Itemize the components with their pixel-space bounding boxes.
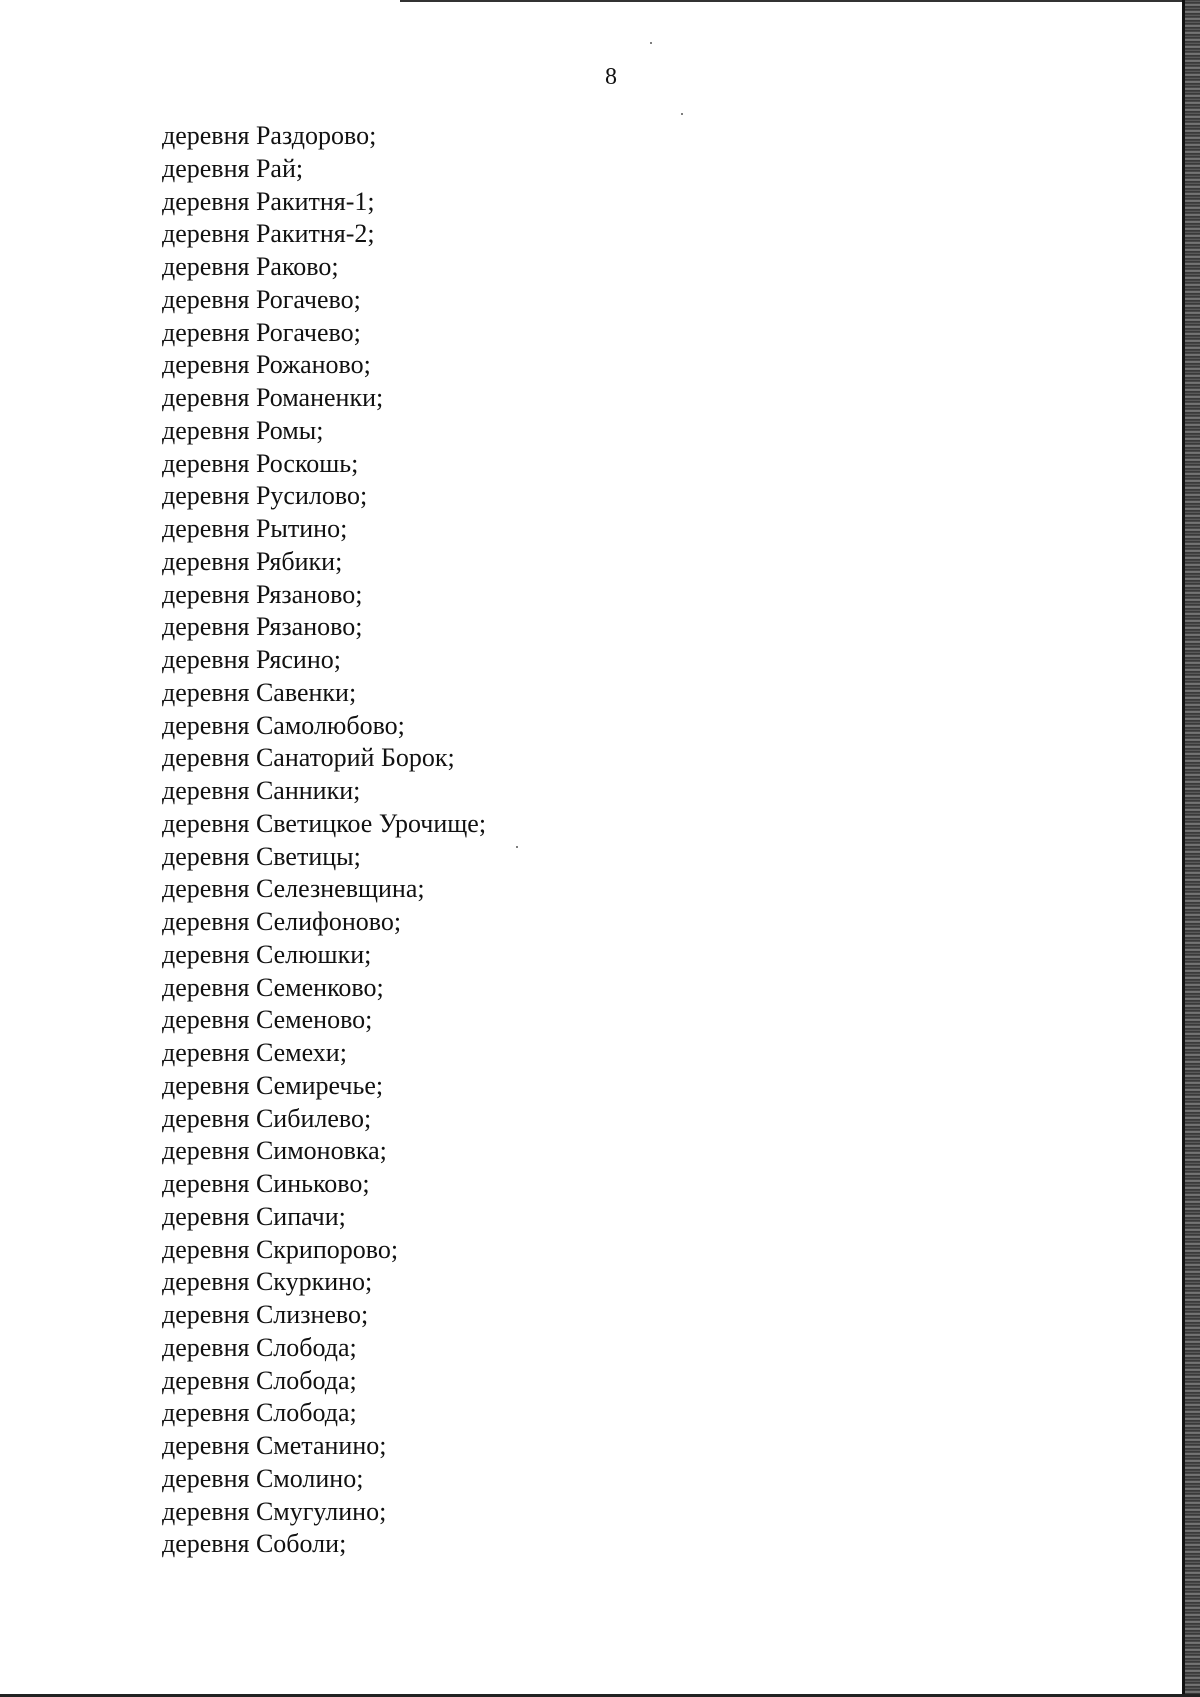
settlement-list (162, 120, 486, 1561)
list-item: деревня Семеново; (162, 1005, 373, 1035)
list-item: деревня Рай; (162, 153, 304, 183)
list-item: деревня Синьково; (162, 1169, 370, 1198)
list-item: деревня Семехи; (162, 1038, 347, 1067)
list-item: деревня Скрипорово; (162, 1234, 399, 1264)
list-item: деревня Рясино; (162, 645, 341, 674)
list-item: деревня Семенково; (162, 972, 384, 1002)
list-item: деревня Савенки; (162, 677, 357, 707)
list-item: деревня Сибилево; (162, 1103, 372, 1133)
scan-speck (516, 846, 518, 848)
list-item: деревня Раково; (162, 252, 339, 281)
list-item: деревня Слобода; (162, 1365, 357, 1395)
page-number: 8 (605, 64, 617, 90)
list-item: деревня Рытино; (162, 514, 348, 543)
list-item: деревня Слизнево; (162, 1300, 369, 1329)
list-item: деревня Смолино; (162, 1463, 364, 1493)
list-item: деревня Слобода; (162, 1332, 357, 1362)
scan-top-edge (400, 0, 1190, 2)
list-item: деревня Сметанино; (162, 1431, 387, 1460)
list-item: деревня Санники; (162, 776, 361, 805)
list-item: деревня Русилово; (162, 481, 368, 511)
list-item: деревня Скуркино; (162, 1267, 373, 1297)
list-item: деревня Симоновка; (162, 1136, 387, 1166)
scan-speck (650, 42, 652, 44)
list-item: деревня Селюшки; (162, 939, 372, 969)
list-item: деревня Селезневщина; (162, 874, 425, 904)
list-item: деревня Санаторий Борок; (162, 743, 455, 773)
list-item: деревня Селифоново; (162, 907, 402, 936)
list-item: деревня Слобода; (162, 1398, 357, 1428)
list-item: деревня Ракитня-2; (162, 219, 375, 249)
list-item: деревня Рожаново; (162, 350, 371, 380)
list-item: деревня Светицы; (162, 841, 361, 871)
list-item: деревня Семиречье; (162, 1070, 384, 1100)
list-item: деревня Раздорово; (162, 121, 377, 150)
list-item: деревня Соболи; (162, 1529, 347, 1559)
list-item: деревня Смугулино; (162, 1496, 387, 1526)
list-item: деревня Светицкое Урочище; (162, 808, 487, 838)
list-item: деревня Рябики; (162, 546, 343, 576)
scan-right-edge (1182, 0, 1200, 1697)
list-item: деревня Ракитня-1; (162, 186, 375, 216)
list-item: деревня Рязаново; (162, 579, 363, 609)
list-item: деревня Сипачи; (162, 1201, 346, 1231)
list-item: деревня Рогачево; (162, 284, 361, 314)
list-item: деревня Рогачево; (162, 317, 361, 347)
scan-speck (681, 113, 683, 115)
list-item: деревня Ромы; (162, 415, 324, 445)
list-item: деревня Рязаново; (162, 612, 363, 642)
list-item: деревня Романенки; (162, 383, 384, 412)
list-item: деревня Роскошь; (162, 448, 359, 478)
list-item: деревня Самолюбово; (162, 710, 405, 740)
